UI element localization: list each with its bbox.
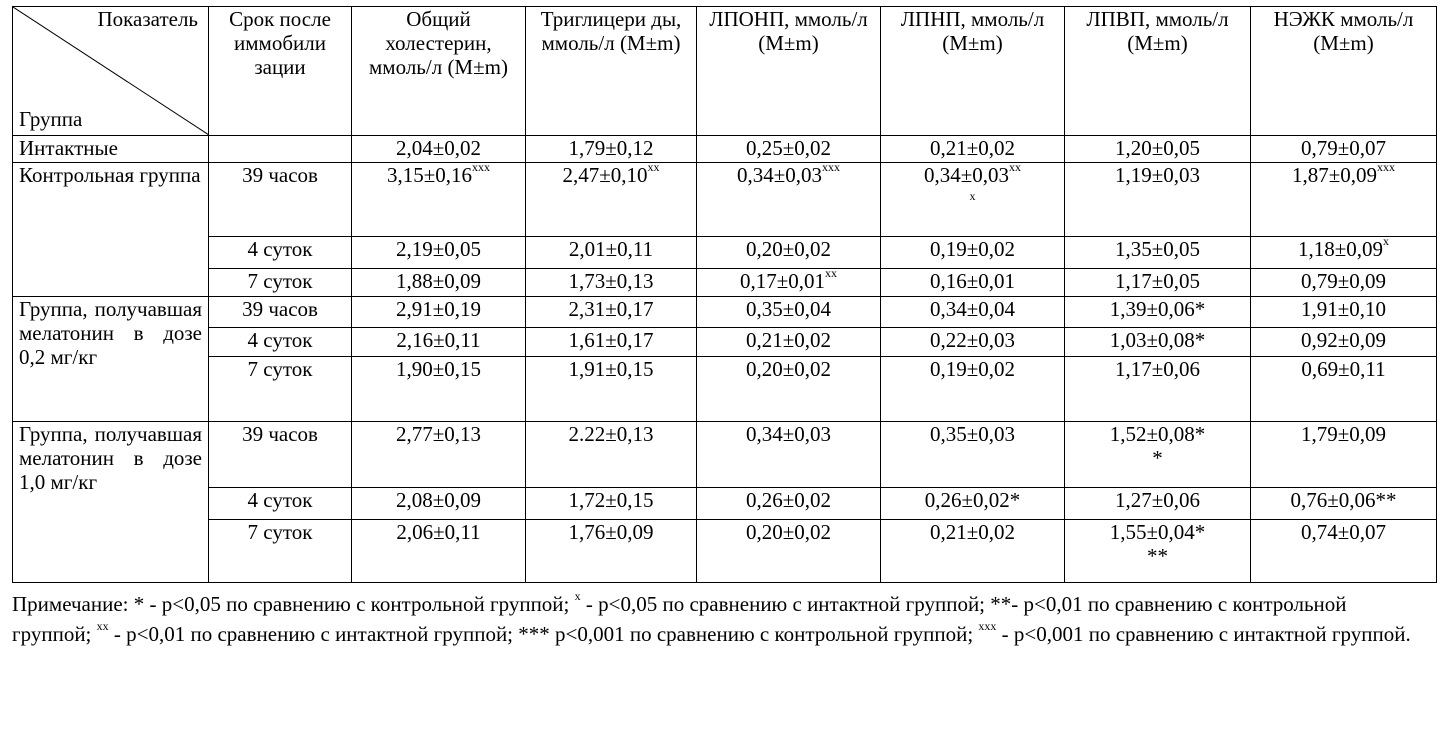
- ldl-cell: 0,35±0,03: [881, 422, 1065, 488]
- tg-cell: [526, 163, 697, 237]
- vldl-cell: 0,35±0,04: [697, 297, 881, 328]
- hdl-cell: 1,03±0,08*: [1065, 328, 1251, 357]
- hdl-cell: 1,39±0,06*: [1065, 297, 1251, 328]
- value: 3,15±0,16: [386, 163, 473, 187]
- significance-mark: xxx: [822, 162, 841, 174]
- significance-mark: xx: [825, 268, 838, 280]
- term-cell: 4 суток: [209, 328, 352, 357]
- hdl-cell: 1,27±0,06: [1065, 488, 1251, 520]
- nefa-cell: 1,79±0,09: [1251, 422, 1437, 488]
- ldl-cell: [881, 163, 1065, 237]
- note-xxx-mark: xxx: [978, 619, 997, 633]
- vldl-cell: [697, 269, 881, 297]
- nefa-cell: 1,91±0,10: [1251, 297, 1437, 328]
- header-term: Срок после иммобили зации: [209, 7, 352, 136]
- header-ldl: ЛПНП, ммоль/л (M±m): [881, 7, 1065, 136]
- tc-cell: 2,06±0,11: [352, 520, 526, 583]
- tg-cell: 2,01±0,11: [526, 237, 697, 269]
- term-cell: 39 часов: [209, 422, 352, 488]
- value: 0,34±0,03: [923, 163, 1010, 187]
- group-melatonin-0-2: Группа, получавшая мелатонин в дозе 0,2 мг/кг: [13, 297, 209, 422]
- significance-mark: xx: [647, 162, 660, 174]
- significance-mark: x: [1383, 236, 1390, 248]
- table-row: [13, 163, 1437, 237]
- vldl-cell: 0,21±0,02: [697, 328, 881, 357]
- header-vldl: ЛПОНП, ммоль/л (M±m): [697, 7, 881, 136]
- table-row: [13, 328, 1437, 357]
- table-note: [12, 589, 1422, 649]
- tc-cell: 2,08±0,09: [352, 488, 526, 520]
- hdl-cell: 1,52±0,08* *: [1065, 422, 1251, 488]
- vldl-cell: 0,20±0,02: [697, 520, 881, 583]
- group-control: Контрольная группа: [13, 163, 209, 297]
- ldl-cell: 0,21±0,02: [881, 520, 1065, 583]
- nefa-cell: 0,76±0,06**: [1251, 488, 1437, 520]
- term-cell: 4 суток: [209, 488, 352, 520]
- term-cell: 7 суток: [209, 520, 352, 583]
- table-row: [13, 520, 1437, 583]
- ldl-cell: 0,16±0,01: [881, 269, 1065, 297]
- hdl-cell: 1,17±0,06: [1065, 357, 1251, 422]
- header-indicator: Показатель: [97, 7, 198, 31]
- table-row: [13, 488, 1437, 520]
- header-group: Группа: [19, 107, 83, 131]
- value: 1,87±0,09: [1291, 163, 1378, 187]
- ldl-cell: 0,34±0,04: [881, 297, 1065, 328]
- tg-cell: 1,79±0,12: [526, 136, 697, 163]
- tc-cell: 1,90±0,15: [352, 357, 526, 422]
- significance-mark: xx: [1009, 162, 1022, 174]
- tc-cell: 2,16±0,11: [352, 328, 526, 357]
- tg-cell: 1,61±0,17: [526, 328, 697, 357]
- hdl-cell: 1,20±0,05: [1065, 136, 1251, 163]
- header-total-cholesterol: Общий холестерин, ммоль/л (M±m): [352, 7, 526, 136]
- nefa-cell: 0,69±0,11: [1251, 357, 1437, 422]
- tc-cell: 2,91±0,19: [352, 297, 526, 328]
- nefa-cell: 0,92±0,09: [1251, 328, 1437, 357]
- vldl-cell: 0,20±0,02: [697, 237, 881, 269]
- vldl-cell: 0,34±0,03: [697, 422, 881, 488]
- tg-cell: 1,91±0,15: [526, 357, 697, 422]
- table-row: [13, 357, 1437, 422]
- header-corner-cell: [13, 7, 209, 136]
- nefa-cell: [1251, 237, 1437, 269]
- ldl-cell: 0,21±0,02: [881, 136, 1065, 163]
- nefa-cell: [1251, 163, 1437, 237]
- vldl-cell: 0,25±0,02: [697, 136, 881, 163]
- header-nefa: НЭЖК ммоль/л (M±m): [1251, 7, 1437, 136]
- table-row: [13, 136, 1437, 163]
- nefa-cell: 0,79±0,09: [1251, 269, 1437, 297]
- vldl-cell: 0,20±0,02: [697, 357, 881, 422]
- group-melatonin-1-0: Группа, получавшая мелатонин в дозе 1,0 мг/кг: [13, 422, 209, 583]
- note-x-mark: x: [574, 589, 581, 603]
- header-hdl: ЛПВП, ммоль/л (M±m): [1065, 7, 1251, 136]
- group-intact: Интактные: [13, 136, 209, 163]
- lipid-table: [12, 6, 1437, 583]
- term-cell: 39 часов: [209, 163, 352, 237]
- note-xx-mark: xx: [96, 619, 109, 633]
- note-xxx-text: - p<0,001 по сравнению с интактной группой.: [1001, 622, 1411, 646]
- table-row: [13, 297, 1437, 328]
- note-xx-text: - p<0,01 по сравнению с интактной группой; *** p<0,001: [113, 622, 625, 646]
- term-cell: 7 суток: [209, 269, 352, 297]
- note-line3-text: по сравнению с контрольной группой;: [629, 622, 974, 646]
- table-row: [13, 269, 1437, 297]
- value: 0,34±0,03: [736, 163, 823, 187]
- note-double-star-text: **- p<0,01 по сравнению с контрольной группой;: [12, 592, 1347, 646]
- tc-cell: 1,88±0,09: [352, 269, 526, 297]
- tc-cell: 2,19±0,05: [352, 237, 526, 269]
- tg-cell: 1,73±0,13: [526, 269, 697, 297]
- significance-mark: xxx: [1377, 162, 1396, 174]
- hdl-cell: 1,19±0,03: [1065, 163, 1251, 237]
- header-triglycerides: Триглицери ды, ммоль/л (M±m): [526, 7, 697, 136]
- tg-cell: 2,31±0,17: [526, 297, 697, 328]
- header-row: [13, 7, 1437, 136]
- nefa-cell: 0,74±0,07: [1251, 520, 1437, 583]
- document: [12, 6, 1436, 649]
- ldl-cell: 0,19±0,02: [881, 357, 1065, 422]
- term-cell: 39 часов: [209, 297, 352, 328]
- tg-cell: 2.22±0,13: [526, 422, 697, 488]
- table-row: [13, 237, 1437, 269]
- tc-cell: 2,04±0,02: [352, 136, 526, 163]
- term-cell: 7 суток: [209, 357, 352, 422]
- ldl-cell: 0,26±0,02*: [881, 488, 1065, 520]
- ldl-cell: 0,22±0,03: [881, 328, 1065, 357]
- tg-cell: 1,72±0,15: [526, 488, 697, 520]
- note-x-text: - p<0,05 по сравнению с интактной группой;: [585, 592, 986, 616]
- tg-cell: 1,76±0,09: [526, 520, 697, 583]
- hdl-cell: 1,17±0,05: [1065, 269, 1251, 297]
- hdl-cell: 1,55±0,04* **: [1065, 520, 1251, 583]
- ldl-cell: 0,19±0,02: [881, 237, 1065, 269]
- vldl-cell: 0,26±0,02: [697, 488, 881, 520]
- value: 2,47±0,10: [562, 163, 648, 187]
- term-cell: 4 суток: [209, 237, 352, 269]
- value: 0,17±0,01: [739, 269, 826, 293]
- significance-mark-wrapped: x: [969, 189, 976, 203]
- table-row: [13, 422, 1437, 488]
- hdl-cell: 1,35±0,05: [1065, 237, 1251, 269]
- note-prefix: Примечание: * - p<0,05 по сравнению с контрольной группой;: [12, 592, 570, 616]
- tc-cell: [352, 163, 526, 237]
- value: 1,18±0,09: [1297, 237, 1384, 261]
- significance-mark: xxx: [472, 162, 491, 174]
- term-cell: [209, 136, 352, 163]
- nefa-cell: 0,79±0,07: [1251, 136, 1437, 163]
- tc-cell: 2,77±0,13: [352, 422, 526, 488]
- vldl-cell: [697, 163, 881, 237]
